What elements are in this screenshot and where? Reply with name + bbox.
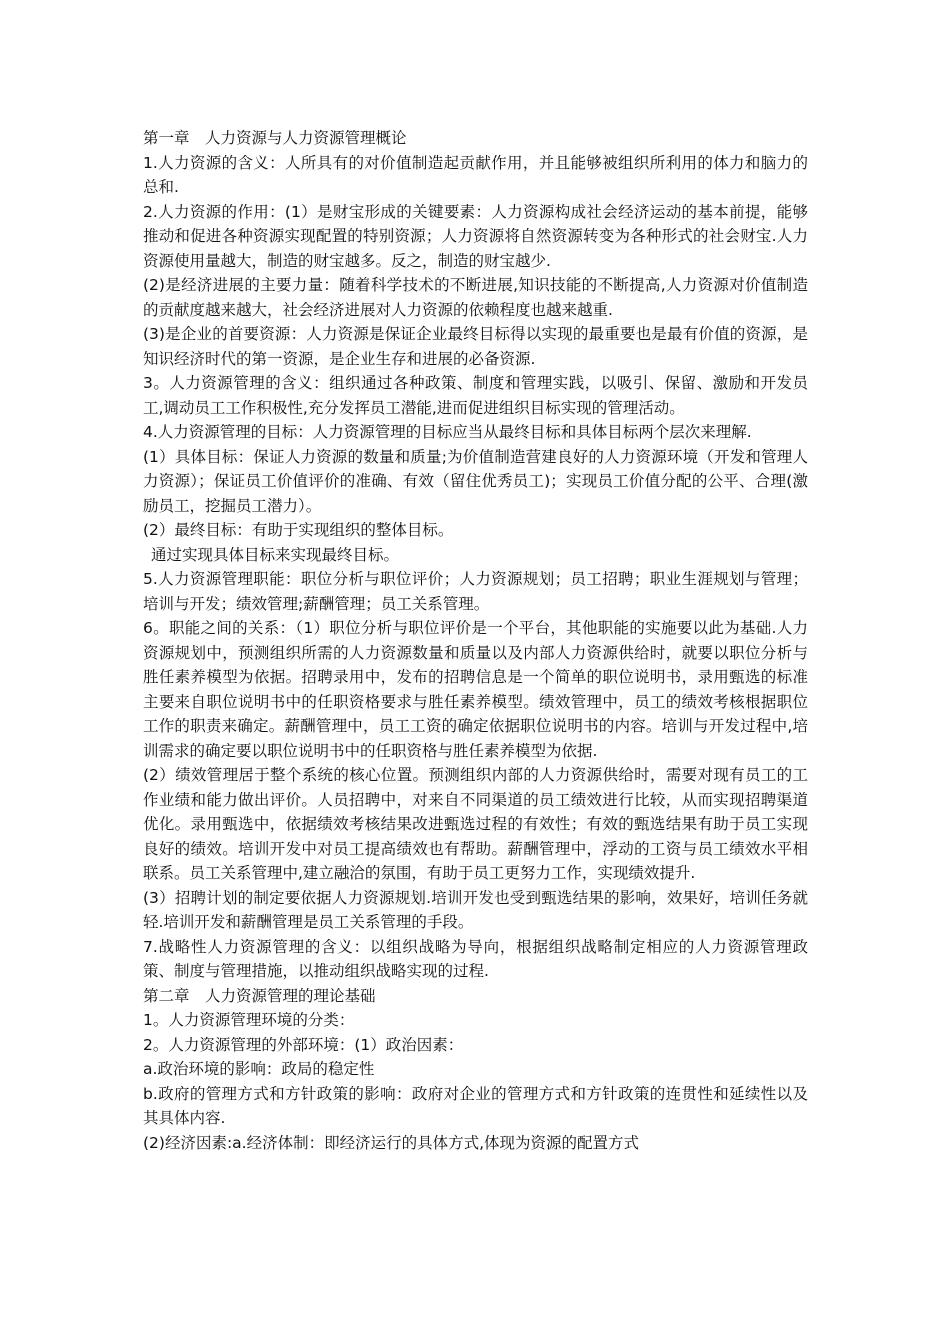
document-page <box>143 126 808 1155</box>
paragraph: 4.人力资源管理的目标：人力资源管理的目标应当从最终目标和具体目标两个层次来理解. <box>143 423 752 441</box>
paragraph: 5.人力资源管理职能：职位分析与职位评价；人力资源规划；员工招聘；职业生涯规划与管理；培训与开发；绩效管理;薪酬管理；员工关系管理。 <box>143 570 808 613</box>
paragraph: 1。人力资源管理环境的分类： <box>143 1011 355 1029</box>
paragraph: (2）绩效管理居于整个系统的核心位置。预测组织内部的人力资源供给时，需要对现有员工的工作业绩和能力做出评价。人员招聘中，对来自不同渠道的员工绩效进行比较，从而实现招聘渠道优化。录用甄选中，依据绩效考核结果改进甄选过程的有效性；有效的甄选结果有助于员工实现良好的绩效。培训开发中对员工提高绩效也有帮助。薪酬管理中，浮动的工资与员工绩效水平相联系。员工关系管理中,建立融洽的氛围，有助于员工更努力工作，实现绩效提升. <box>143 766 808 882</box>
paragraph: (3）招聘计划的制定要依据人力资源规划.培训开发也受到甄选结果的影响，效果好，培训任务就轻.培训开发和薪酬管理是员工关系管理的手段。 <box>143 888 808 931</box>
paragraph: 7.战略性人力资源管理的含义：以组织战略为导向，根据组织战略制定相应的人力资源管理政策、制度与管理措施，以推动组织战略实现的过程. <box>143 937 808 980</box>
chapter-1-heading: 第一章 人力资源与人力资源管理概论 <box>143 129 407 147</box>
paragraph: a.政治环境的影响：政局的稳定性 <box>143 1060 375 1078</box>
paragraph: 通过实现具体目标来实现最终目标。 <box>151 545 400 564</box>
paragraph: (2)是经济进展的主要力量：随着科学技术的不断进展,知识技能的不断提高,人力资源对价值制造的贡献度越来越大，社会经济进展对人力资源的依赖程度也越来越重. <box>143 276 808 319</box>
paragraph: (2)经济因素:a.经济体制：即经济运行的具体方式,体现为资源的配置方式 <box>143 1133 640 1152</box>
paragraph: 2.人力资源的作用：(1）是财宝形成的关键要素：人力资源构成社会经济运动的基本前提，能够推动和促进各种资源实现配置的特别资源；人力资源将自然资源转变为各种形式的社会财宝.人力资源使用量越大，制造的财宝越多。反之，制造的财宝越少. <box>143 202 808 270</box>
chapter-2-heading: 第二章 人力资源管理的理论基础 <box>143 986 376 1005</box>
paragraph: 1.人力资源的含义：人所具有的对价值制造起贡献作用，并且能够被组织所利用的体力和脑力的总和. <box>143 153 808 196</box>
paragraph: b.政府的管理方式和方针政策的影响：政府对企业的管理方式和方针政策的连贯性和延续性以及其具体内容. <box>143 1084 808 1127</box>
paragraph: (3)是企业的首要资源：人力资源是保证企业最终目标得以实现的最重要也是最有价值的资源，是知识经济时代的第一资源，是企业生存和进展的必备资源. <box>143 325 808 368</box>
paragraph: 3。人力资源管理的含义：组织通过各种政策、制度和管理实践，以吸引、保留、激励和开发员工,调动员工工作积极性,充分发挥员工潜能,进而促进组织目标实现的管理活动。 <box>143 374 808 417</box>
paragraph: 6。职能之间的关系：（1）职位分析与职位评价是一个平台，其他职能的实施要以此为基础.人力资源规划中，预测组织所需的人力资源数量和质量以及内部人力资源供给时，就要以职位分析与胜任素养模型为依据。招聘录用中，发布的招聘信息是一个简单的职位说明书，录用甄选的标准主要来自职位说明书中的任职资格要求与胜任素养模型。绩效管理中，员工的绩效考核根据职位工作的职责来确定。薪酬管理中，员工工资的确定依据职位说明书的内容。培训与开发过程中,培训需求的确定要以职位说明书中的任职资格与胜任素养模型为依据. <box>143 619 808 760</box>
paragraph: (2）最终目标：有助于实现组织的整体目标。 <box>143 521 454 539</box>
paragraph: 2。人力资源管理的外部环境：(1）政治因素： <box>143 1035 464 1054</box>
paragraph: (1）具体目标：保证人力资源的数量和质量;为价值制造营建良好的人力资源环境（开发和管理人力资源）；保证员工价值评价的准确、有效（留住优秀员工)；实现员工价值分配的公平、合理(激励员工，挖掘员工潜力）。 <box>143 447 808 515</box>
